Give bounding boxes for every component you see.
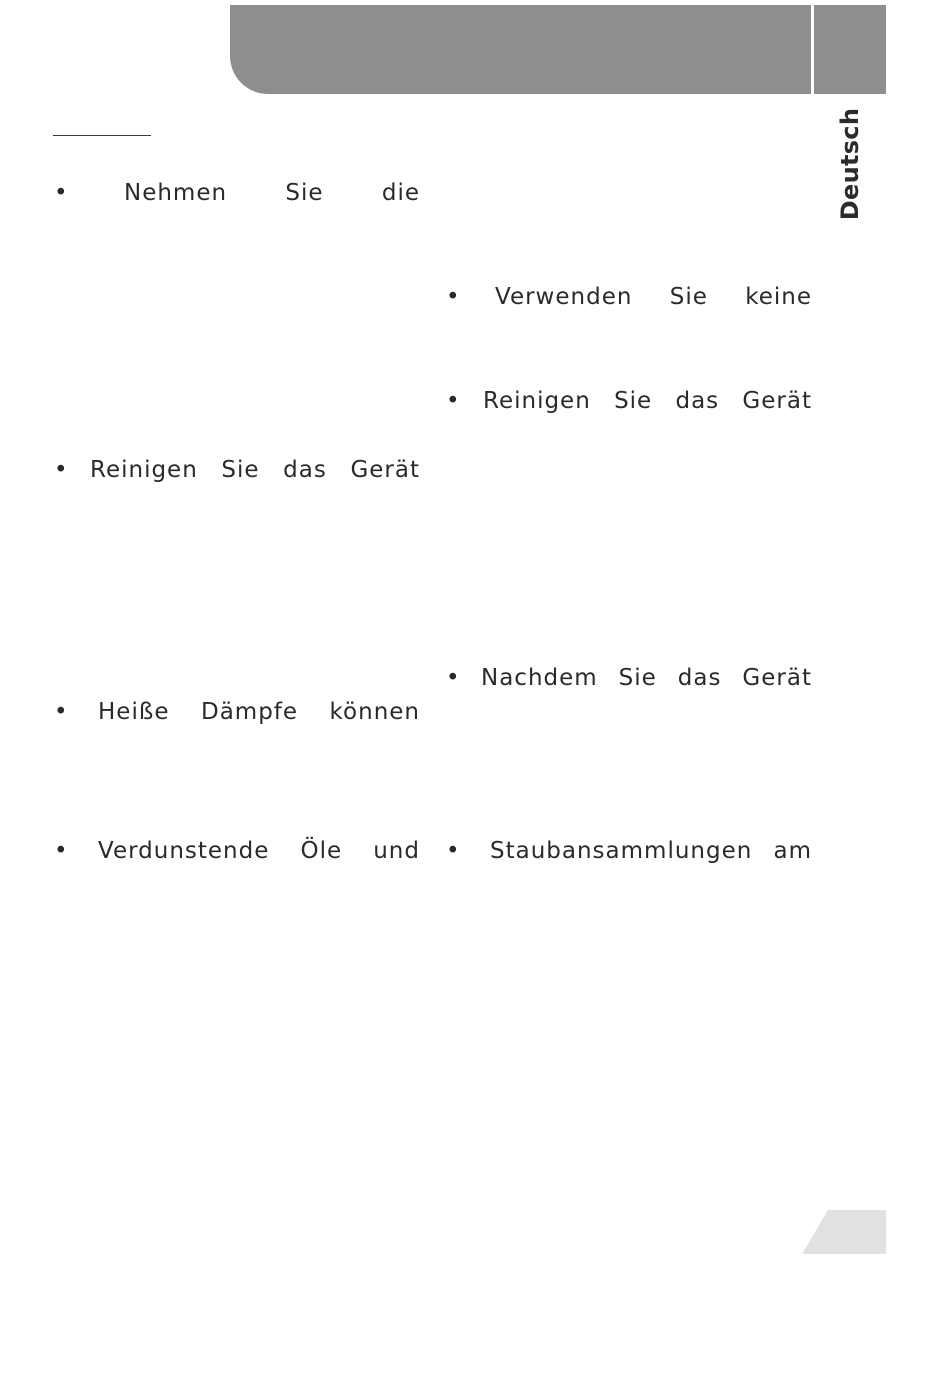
page-number-tab: [802, 1210, 886, 1254]
bullet-point: •: [446, 665, 461, 691]
bullet-point: •: [54, 180, 69, 206]
language-tab: [814, 5, 886, 94]
list-item: [54, 695, 420, 729]
language-tab-label: Deutsch: [836, 107, 864, 221]
bullet-point: •: [54, 457, 69, 483]
bullet-point: •: [54, 699, 69, 725]
bullet-text: Reinigen Sie das Gerät: [483, 388, 812, 414]
bullet-text: Reinigen Sie das Gerät: [90, 457, 420, 483]
bullet-text: Verwenden Sie keine: [495, 284, 812, 310]
list-item: [54, 176, 420, 210]
list-item: [446, 384, 812, 418]
list-item: [54, 834, 420, 868]
list-item: [446, 280, 812, 314]
list-item: [446, 661, 812, 695]
section-rule: [53, 135, 151, 136]
bullet-point: •: [446, 388, 461, 414]
bullet-text: Staubansammlungen am: [490, 838, 812, 864]
bullet-text: Nachdem Sie das Gerät: [481, 665, 812, 691]
bullet-point: •: [446, 838, 461, 864]
bullet-text: Heiße Dämpfe können: [98, 699, 420, 725]
list-item: [54, 453, 420, 487]
bullet-text: Verdunstende Öle und: [98, 838, 420, 864]
bullet-point: •: [446, 284, 461, 310]
list-item: [446, 834, 812, 868]
bullet-text: Nehmen Sie die: [124, 180, 420, 206]
header-band: [230, 5, 811, 94]
bullet-point: •: [54, 838, 69, 864]
